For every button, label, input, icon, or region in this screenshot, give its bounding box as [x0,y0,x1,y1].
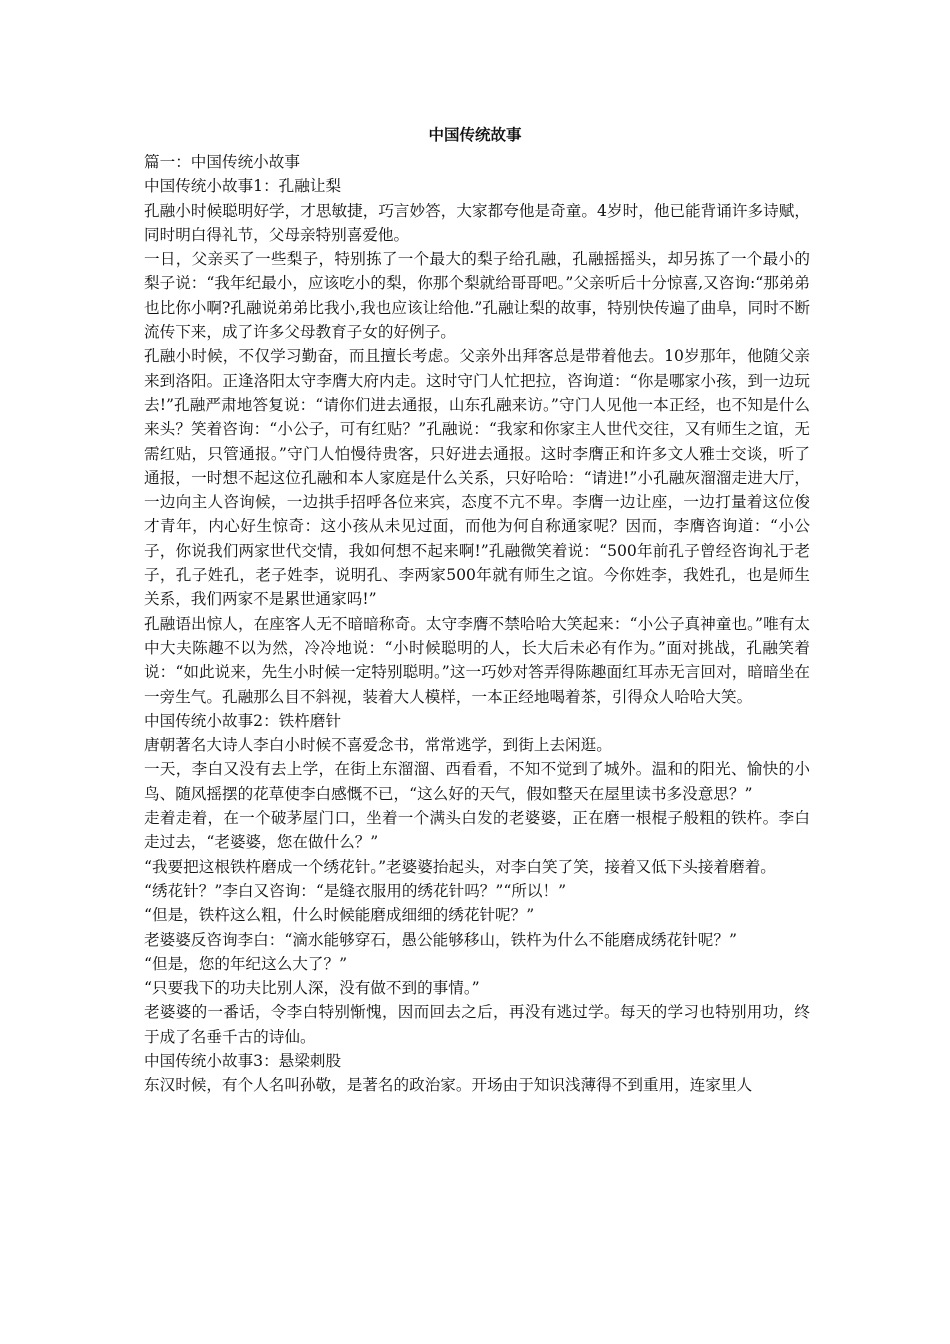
paragraph: 唐朝著名大诗人李白小时候不喜爱念书，常常逃学，到街上去闲逛。 [144,736,612,755]
paragraph: “只要我下的功夫比别人深，没有做不到的事情。” [144,979,480,998]
paragraph-section-heading: 篇一：中国传统小故事 [144,153,300,171]
paragraph: 老婆婆反咨询李白：“滴水能够穿石，愚公能够移山，铁杵为什么不能磨成绣花针呢？” [144,930,737,949]
paragraph: 孔融语出惊人，在座客人无不暗暗称奇。太守李膺不禁哈哈大笑起来：“小公子真神童也。”唯有太中大夫陈趣不以为然，冷冷地说：“小时候聪明的人，长大后未必有作为。”面对挑战，孔融笑着说：“如此说来，先生小时候一定特别聪明。”这一巧妙对答弄得陈趣面红耳赤无言回对，暗暗坐在一旁生气。孔融那么目不斜视，装着大人模样，一本正经地喝着茶，引得众人哈哈大笑。 [144,614,810,706]
paragraph: 东汉时候，有个人名叫孙敬，是著名的政治家。开场由于知识浅薄得不到重用，连家里人 [144,1076,753,1095]
story-heading-2: 中国传统小故事2：铁杵磨针 [144,711,342,730]
story-heading-1: 中国传统小故事1：孔融让梨 [144,177,342,196]
paragraph: “我要把这根铁杵磨成一个绣花针。”老婆婆抬起头，对李白笑了笑，接着又低下头接着磨着。 [144,857,776,876]
document-body [144,150,810,1098]
paragraph: 一天，李白又没有去上学，在街上东溜溜、西看看，不知不觉到了城外。温和的阳光、愉快的小鸟、随风摇摆的花草使李白感慨不已，“这么好的天气，假如整天在屋里读书多没意思？” [144,760,810,803]
paragraph: 孔融小时候聪明好学，才思敏捷，巧言妙答，大家都夸他是奇童。4岁时，他已能背诵许多诗赋，同时明白得礼节，父母亲特别喜爱他。 [144,201,810,244]
paragraph: “绣花针？”李白又咨询：“是缝衣服用的绣花针吗？”“所以！” [144,881,567,900]
document-title: 中国传统故事 [428,125,522,144]
paragraph: 走着走着，在一个破茅屋门口，坐着一个满头白发的老婆婆，正在磨一根棍子般粗的铁杵。李白走过去，“老婆婆，您在做什么？” [144,809,810,852]
paragraph: 一日，父亲买了一些梨子，特别拣了一个最大的梨子给孔融，孔融摇摇头，却另拣了一个最小的梨子说：“我年纪最小，应该吃小的梨，你那个梨就给哥哥吧。”父亲听后十分惊喜,又咨询:“那弟弟也比你小啊?孔融说弟弟比我小,我也应该让给他.”孔融让梨的故事，特别快传遍了曲阜，同时不断流传下来，成了许多父母教育子女的好例子。 [144,250,810,342]
paragraph: “但是，铁杵这么粗，什么时候能磨成细细的绣花针呢？” [144,906,535,925]
story-heading-3: 中国传统小故事3：悬梁刺股 [144,1051,342,1070]
paragraph: “但是，您的年纪这么大了？” [144,954,348,973]
paragraph: 孔融小时候，不仅学习勤奋，而且擅长考虑。父亲外出拜客总是带着他去。10岁那年，他随父亲来到洛阳。正逢洛阳太守李膺大府内走。这时守门人忙把拉，咨询道：“你是哪家小孩，到一边玩去!”孔融严肃地答复说：“请你们进去通报，山东孔融来访。”守门人见他一本正经，也不知是什么来头？笑着咨询：“小公子，可有红贴？”孔融说：“我家和你家主人世代交往，又有师生之谊，无需红贴，只管通报。”守门人怕慢待贵客，只好进去通报。这时李膺正和许多文人雅士交谈，听了通报，一时想不起这位孔融和本人家庭是什么关系，只好哈哈：“请进!”小孔融灰溜溜走进大厅，一边向主人咨询候，一边拱手招呼各位来宾，态度不亢不卑。李膺一边让座，一边打量着这位俊才青年，内心好生惊奇：这小孩从未见过面，而他为何自称通家呢？因而，李膺咨询道：“小公子，你说我们两家世代交情，我如何想不起来啊!”孔融微笑着说：“500年前孔子曾经咨询礼于老子，孔子姓孔，老子姓李，说明孔、李两家500年就有师生之谊。今你姓李，我姓孔，也是师生关系，我们两家不是累世通家吗!” [144,347,810,609]
paragraph: 老婆婆的一番话，令李白特别惭愧，因而回去之后，再没有逃过学。每天的学习也特别用功，终于成了名垂千古的诗仙。 [144,1003,810,1046]
